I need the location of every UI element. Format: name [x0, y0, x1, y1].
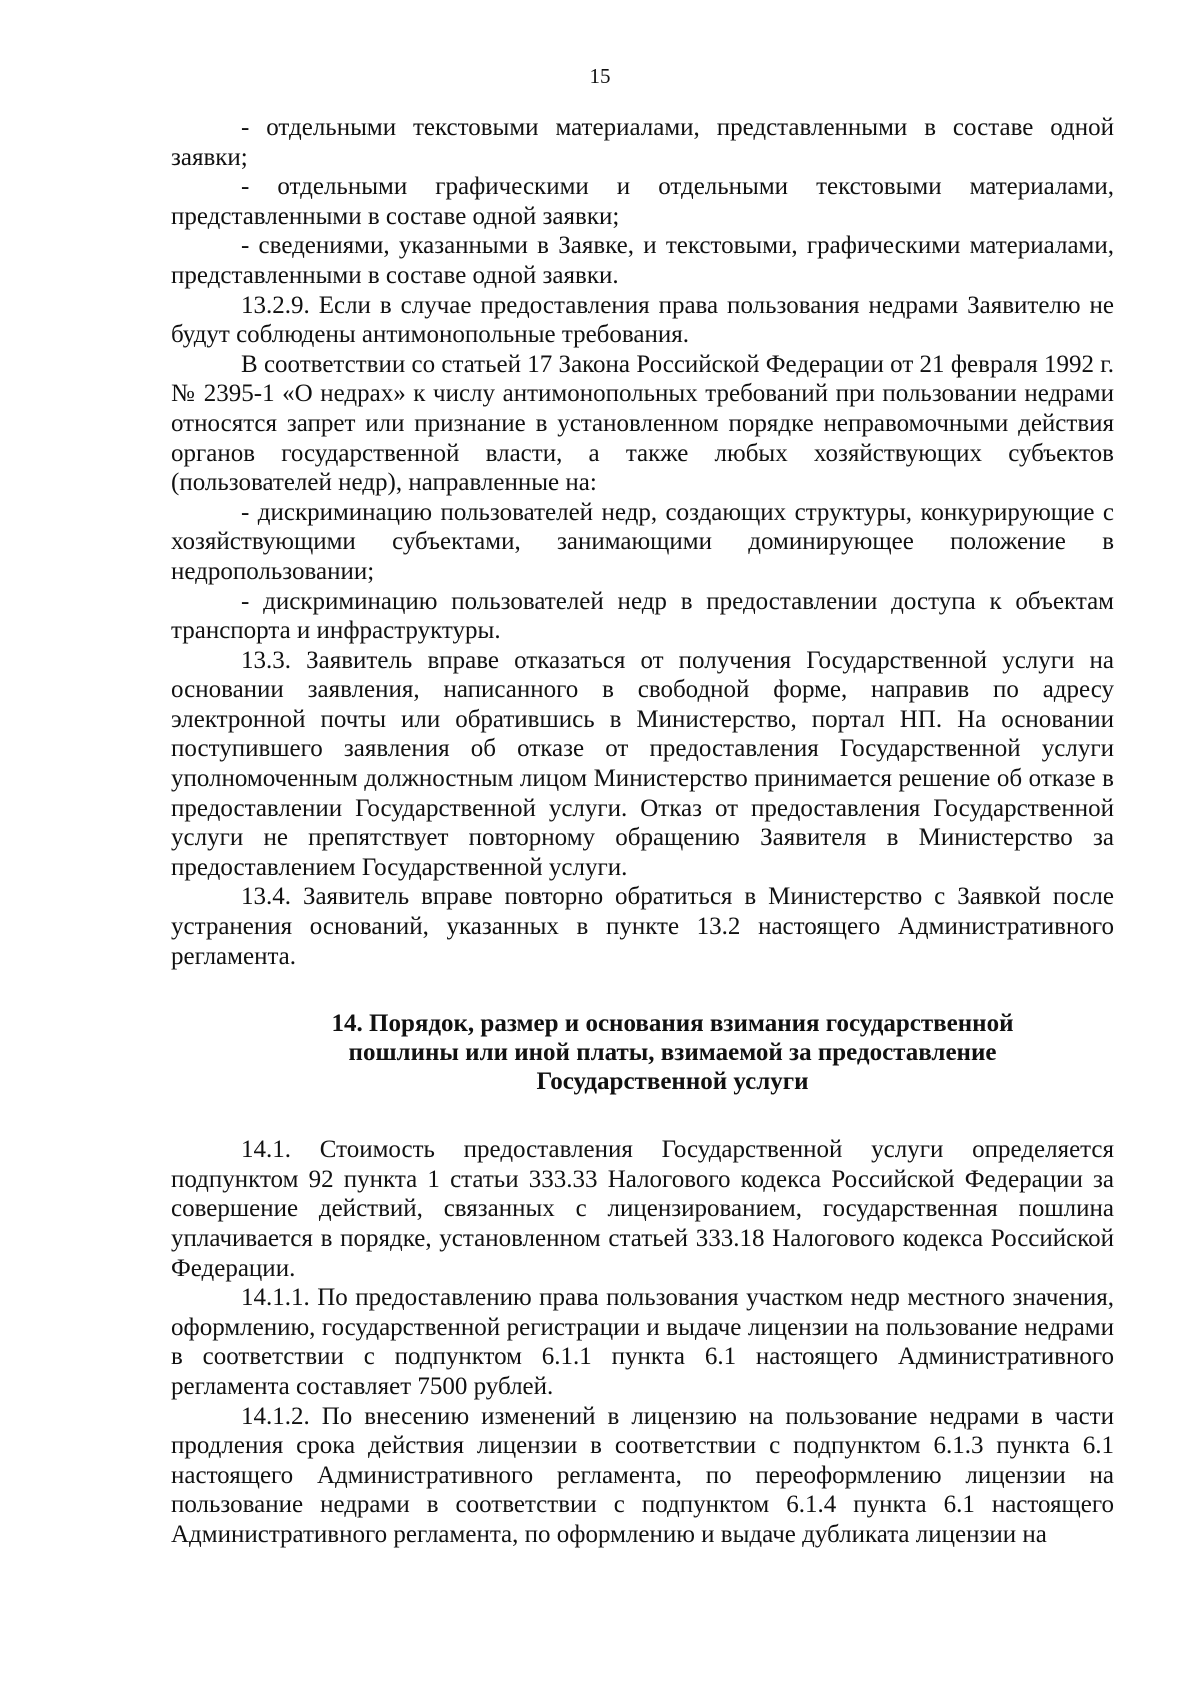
section-heading-line: пошлины или иной платы, взимаемой за предоставление [348, 1039, 997, 1067]
paragraph: - отдельными текстовыми материалами, представленными в составе одной заявки; [171, 114, 1114, 171]
page-number: 15 [589, 64, 611, 88]
paragraph: В соответствии со статьей 17 Закона Российской Федерации от 21 февраля 1992 г. № 2395-1 «О недрах» к числу антимонопольных требований при пользовании недрами относятся запрет или признание в установленном порядке неправомочными действия органов государственной власти, а также любых хозяйствующих субъектов (пользователей недр), направленные на: [171, 350, 1114, 497]
paragraph: 13.2.9. Если в случае предоставления права пользования недрами Заявителю не будут соблюдены антимонопольные требования. [171, 291, 1114, 349]
paragraph: - отдельными графическими и отдельными текстовыми материалами, представленными в составе одной заявки; [171, 173, 1114, 230]
document-body [171, 113, 1114, 1550]
section-heading-line: 14. Порядок, размер и основания взимания государственной [331, 1010, 1014, 1038]
paragraph: 14.1.2. По внесению изменений в лицензию на пользование недрами в части продления срока действия лицензии в соответствии с подпунктом 6.1.3 пункта 6.1 настоящего Административного регламента, по переоформлению лицензии на пользование недрами в соответствии с подпунктом 6.1.4 пункта 6.1 настоящего Административного регламента, по оформлению и выдаче дубликата лицензии на [171, 1402, 1114, 1548]
section-heading-line: Государственной услуги [536, 1068, 809, 1096]
paragraph: 14.1. Стоимость предоставления Государственной услуги определяется подпунктом 92 пункта 1 статьи 333.33 Налогового кодекса Российской Федерации за совершение действий, связанных с лицензированием, государственная пошлина уплачивается в порядке, установленном статьей 333.18 Налогового кодекса Российской Федерации. [171, 1136, 1114, 1282]
paragraph: 14.1.1. По предоставлению права пользования участком недр местного значения, оформлению, государственной регистрации и выдаче лицензии на пользование недрами в соответствии с подпунктом 6.1.1 пункта 6.1 настоящего Административного регламента составляет 7500 рублей. [171, 1284, 1114, 1400]
paragraph: 13.3. Заявитель вправе отказаться от получения Государственной услуги на основании заявления, написанного в свободной форме, направив по адресу электронной почты или обратившись в Министерство, портал НП. На основании поступившего заявления об отказе от предоставления Государственной услуги уполномоченным должностным лицом Министерство принимается решение об отказе в предоставлении Государственной услуги. Отказ от предоставления Государственной услуги не препятствует повторному обращению Заявителя в Министерство за предоставлением Государственной услуги. [171, 646, 1114, 881]
paragraph: - дискриминацию пользователей недр в предоставлении доступа к объектам транспорта и инфраструктуры. [171, 587, 1114, 645]
paragraph: 13.4. Заявитель вправе повторно обратиться в Министерство с Заявкой после устранения оснований, указанных в пункте 13.2 настоящего Административного регламента. [171, 883, 1114, 970]
paragraph: - сведениями, указанными в Заявке, и текстовыми, графическими материалами, представленными в составе одной заявки. [171, 232, 1114, 289]
paragraph: - дискриминацию пользователей недр, создающих структуры, конкурирующие с хозяйствующими субъектами, занимающими доминирующее положение в недропользовании; [171, 498, 1114, 585]
section-heading [171, 1009, 1114, 1096]
